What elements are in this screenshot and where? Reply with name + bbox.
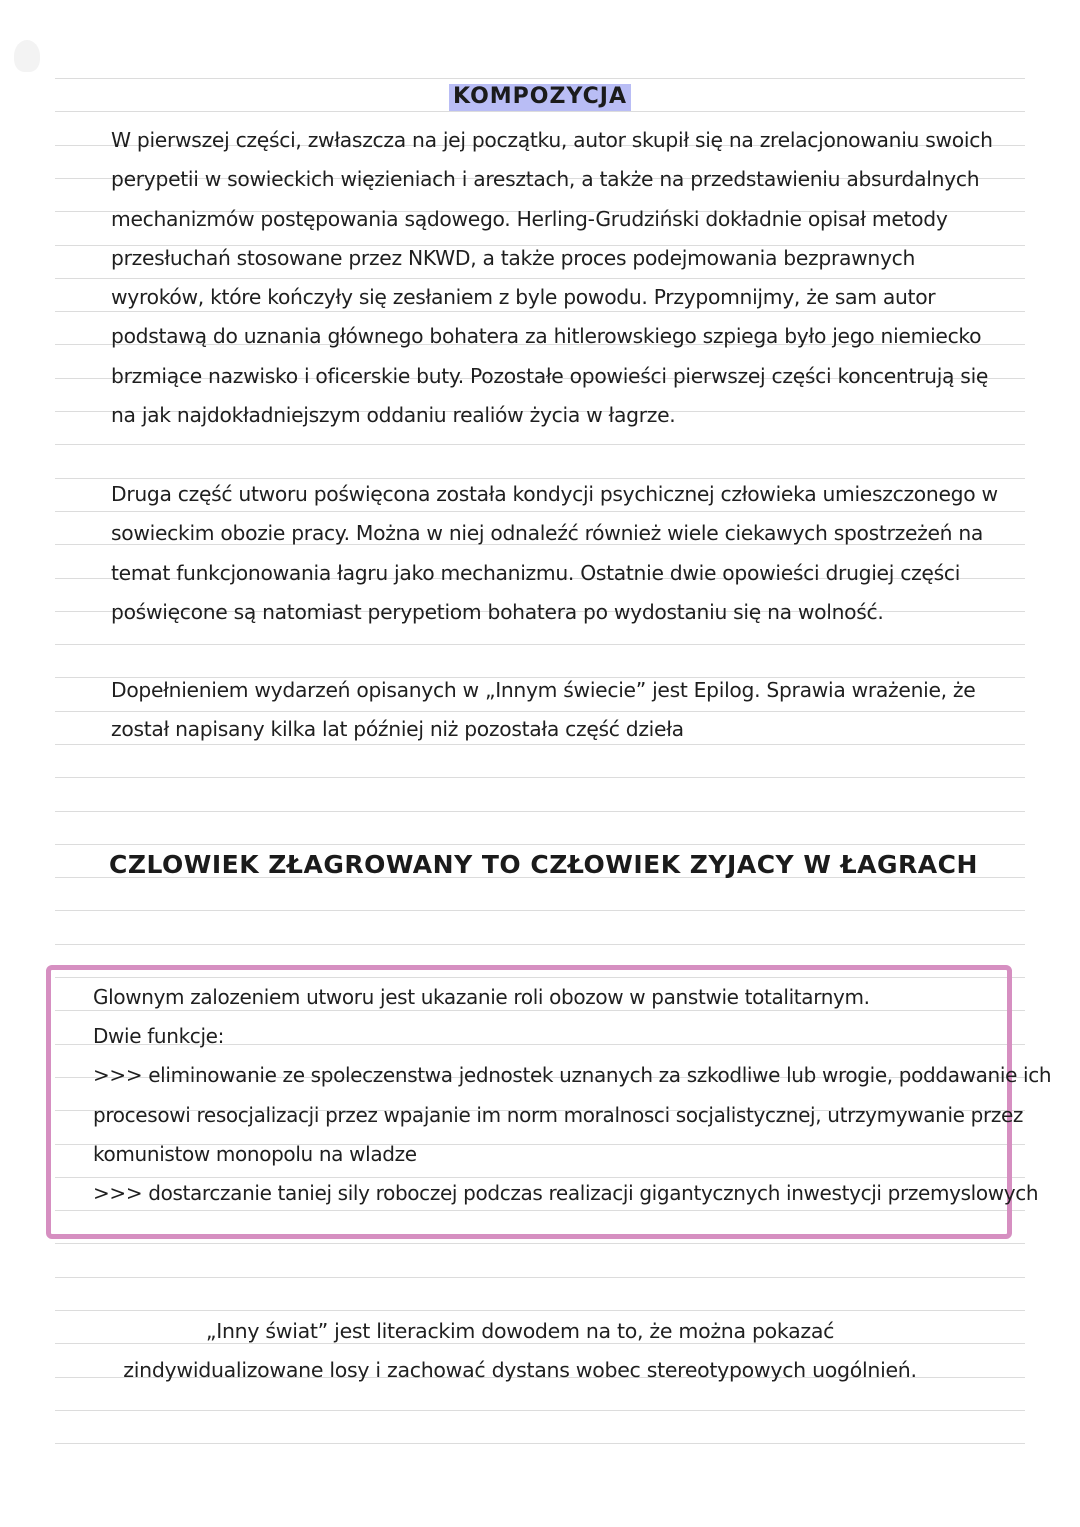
ruled-line xyxy=(55,811,1025,812)
ruled-line xyxy=(55,1310,1025,1311)
box-line: procesowi resocjalizacji przez wpajanie im norm moralnosci socjalistycznej, utrzymywanie przez xyxy=(93,1102,1024,1127)
box-line: komunistow monopolu na wladze xyxy=(93,1141,417,1166)
highlighted-title: KOMPOZYCJA xyxy=(449,84,631,111)
closing-quote xyxy=(0,1312,1040,1390)
ruled-line xyxy=(55,1443,1025,1444)
ruled-line xyxy=(55,1243,1025,1244)
ruled-line xyxy=(55,1410,1025,1411)
ruled-line xyxy=(55,944,1025,945)
ruled-line xyxy=(55,910,1025,911)
ruled-line xyxy=(55,111,1025,112)
section-title-kompozycja xyxy=(0,84,1080,109)
ruled-line xyxy=(55,777,1025,778)
paragraph-composition-part-1: W pierwszej części, zwłaszcza na jej początku, autor skupił się na zrelacjonowaniu swoich perypetii w sowieckich więzieniach i aresztach, a także na przedstawieniu absurdalnych mechanizmów postępowania sądowego. Herling-Grudziński dokładnie opisał metody przesłuchań stosowane przez NKWD, a także proces podejmowania bezprawnych wyroków, które kończyły się zesłaniem z byle powodu. Przypomnijmy, że sam autor podstawą do uznania głównego bohatera za hitlerowskiego szpiega było jego niemiecko brzmiące nazwisko i oficerskie buty. Pozostałe opowieści pierwszej części koncentrują się na jak najdokładniejszym oddaniu realiów życia w łagrze. xyxy=(111,128,993,428)
ruled-line xyxy=(55,78,1025,79)
ruled-line xyxy=(55,444,1025,445)
box-line: >>> eliminowanie ze spoleczenstwa jednostek uznanych za szkodliwe lub wrogie, poddawanie ich xyxy=(93,1063,1052,1088)
box-line: >>> dostarczanie taniej sily roboczej podczas realizacji gigantycznych inwestycji przemyslowych xyxy=(93,1181,1039,1206)
ruled-line xyxy=(55,1277,1025,1278)
closing-quote-line-2: zindywidualizowane losy i zachować dystans wobec stereotypowych uogólnień. xyxy=(123,1358,917,1382)
ruled-line xyxy=(55,844,1025,845)
highlight-box-text xyxy=(93,978,1052,1213)
section-title-czlowiek-zlagrowany: CZLOWIEK ZŁAGROWANY TO CZŁOWIEK ZYJACY W ŁAGRACH xyxy=(109,850,978,879)
box-line: Glownym zalozeniem utworu jest ukazanie roli obozow w panstwie totalitarnym. xyxy=(93,985,870,1009)
paragraph-epilog: Dopełnieniem wydarzeń opisanych w „Innym świecie” jest Epilog. Sprawia wrażenie, że został napisany kilka lat później niż pozostała część dzieła xyxy=(111,678,976,742)
closing-quote-line-1: „Inny świat” jest literackim dowodem na to, że można pokazać xyxy=(205,1319,835,1343)
ruled-line xyxy=(55,644,1025,645)
box-line: Dwie funkcje: xyxy=(93,1024,224,1049)
paragraph-composition-part-2: Druga część utworu poświęcona została kondycji psychicznej człowieka umieszczonego w sowieckim obozie pracy. Można w niej odnaleźć również wiele ciekawych spostrzeżeń na temat funkcjonowania łagru jako mechanizmu. Ostatnie dwie opowieści drugiej części poświęcone są natomiast perypetiom bohatera po wydostaniu się na wolność. xyxy=(111,482,998,624)
paper-corner-mark xyxy=(14,40,40,72)
